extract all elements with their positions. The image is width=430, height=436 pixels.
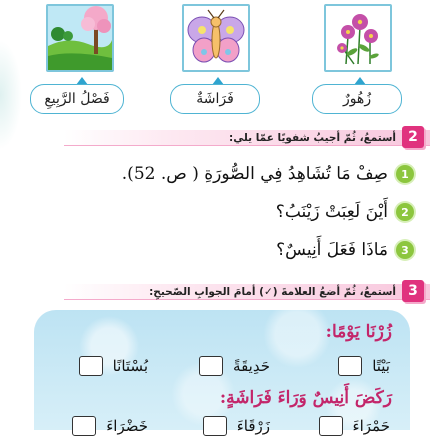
decorative-glow: [0, 40, 22, 150]
section-2-bar: [64, 130, 430, 146]
section-2-instruction: أستمعُ، ثُمّ أجيبُ شفويًا عمّا يلي:: [229, 131, 396, 144]
option-label: بُسْتَانًا: [112, 357, 148, 375]
caption-spring: فَصْلُ الرَّبِيعِ: [30, 84, 124, 114]
option-hamra[interactable]: [319, 416, 390, 436]
question-text: مَاذَا فَعَلَ أَنِيسٌ؟: [276, 240, 388, 260]
answer-checkbox[interactable]: [338, 356, 362, 376]
option-bustan[interactable]: [79, 356, 148, 376]
answer-panel: [34, 310, 410, 435]
section-3-bar: [64, 284, 430, 300]
question-3: [276, 240, 414, 260]
question-number-badge: 1: [396, 165, 414, 183]
spring-picture: [46, 4, 114, 72]
answer-checkbox[interactable]: [203, 416, 227, 436]
question-number-badge: 3: [396, 241, 414, 259]
caption-butterfly: فَرَاشَةٌ: [170, 84, 260, 114]
question-1: [122, 164, 414, 184]
flowers-picture: [324, 4, 392, 72]
answer-checkbox[interactable]: [72, 416, 96, 436]
caption-flowers: زُهُورٌ: [312, 84, 402, 114]
butterfly-picture: [182, 4, 250, 72]
option-zarqa[interactable]: [203, 416, 270, 436]
question-text: صِفْ مَا تُشَاهِدُ فِي الصُّورَةِ ( ص. 52).: [121, 164, 388, 184]
option-khadra[interactable]: [72, 416, 148, 436]
answer-checkbox[interactable]: [319, 416, 343, 436]
option-label: حَمْرَاءَ: [352, 417, 390, 435]
butterfly-icon: [184, 6, 248, 70]
section-2-number: 2: [402, 126, 424, 148]
spring-landscape-icon: [48, 6, 112, 70]
option-label: زَرْقَاءَ: [236, 417, 270, 435]
answer-checkbox[interactable]: [79, 356, 103, 376]
flowers-icon: [326, 6, 390, 70]
group-2-heading: رَكَضَ أَنِيسٌ وَرَاءَ فَرَاشَةٍ:: [219, 388, 392, 408]
option-bayt[interactable]: [338, 356, 390, 376]
group-1-heading: زُرْنَا يَوْمًا:: [325, 322, 392, 342]
option-label: حَدِيقَةً: [233, 357, 270, 375]
option-label: خَضْرَاءَ: [106, 417, 148, 435]
question-text: أَيْنَ لَعِبَتْ زَيْنَبُ؟: [275, 202, 388, 222]
question-2: [276, 202, 414, 222]
question-number-badge: 2: [396, 203, 414, 221]
option-label: بَيْتًا: [372, 357, 390, 375]
option-hadiqa[interactable]: [199, 356, 270, 376]
section-3-number: 3: [402, 280, 424, 302]
section-3-instruction: أستمعُ، ثُمّ أضعُ العلامةَ (✓) أمامَ الجوابِ الصّحيحِ:: [149, 285, 396, 298]
answer-checkbox[interactable]: [199, 356, 223, 376]
